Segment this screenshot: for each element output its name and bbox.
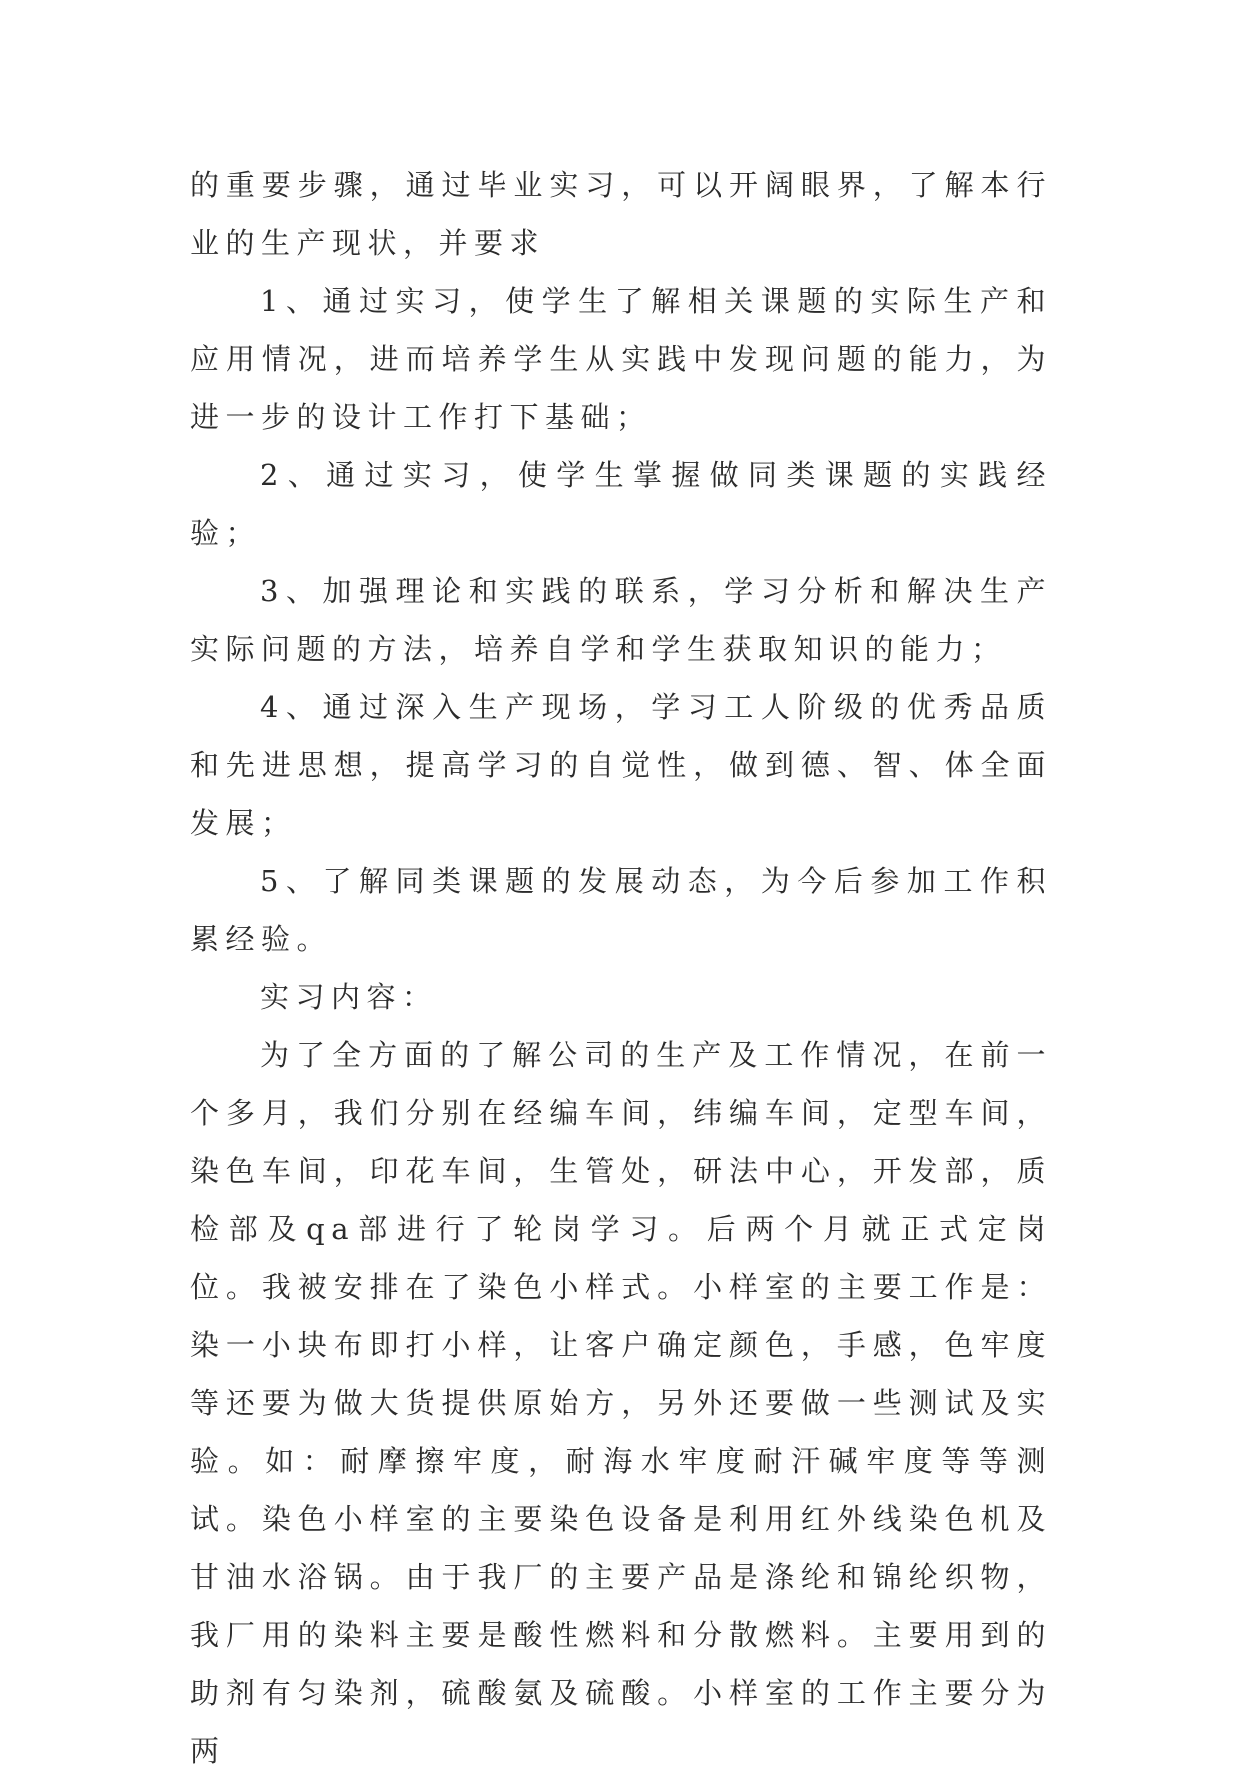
section-heading-internship-content: 实习内容： bbox=[260, 980, 438, 1014]
paragraph-requirement-1: 1、通过实习，使学生了解相关课题的实际生产和应用情况，进而培养学生从实践中发现问题的能力，为进一步的设计工作打下基础； bbox=[190, 284, 1052, 434]
paragraph-requirement-4: 4、通过深入生产现场，学习工人阶级的优秀品质和先进思想，提高学习的自觉性，做到德、智、体全面发展； bbox=[190, 690, 1052, 840]
paragraph-requirement-3: 3、加强理论和实践的联系，学习分析和解决生产实际问题的方法，培养自学和学生获取知识的能力； bbox=[190, 574, 1052, 666]
paragraph-internship-content: 为了全方面的了解公司的生产及工作情况，在前一个多月，我们分别在经编车间，纬编车间，定型车间，染色车间，印花车间，生管处，研法中心，开发部，质检部及qa部进行了轮岗学习。后两个月就正式定岗位。我被安排在了染色小样式。小样室的主要工作是：染一小块布即打小样，让客户确定颜色，手感，色牢度等还要为做大货提供原始方，另外还要做一些测试及实验。如：耐摩擦牢度，耐海水牢度耐汗碱牢度等等测试。染色小样室的主要染色设备是利用红外线染色机及甘油水浴锅。由于我厂的主要产品是涤纶和锦纶织物，我厂用的染料主要是酸性燃料和分散燃料。主要用到的助剂有匀染剂，硫酸氨及硫酸。小样室的工作主要分为两 bbox=[190, 1038, 1052, 1768]
paragraph-requirement-2: 2、通过实习，使学生掌握做同类课题的实践经验； bbox=[190, 458, 1052, 550]
paragraph-requirement-5: 5、了解同类课题的发展动态，为今后参加工作积累经验。 bbox=[190, 864, 1052, 956]
paragraph-intro-continuation: 的重要步骤，通过毕业实习，可以开阔眼界，了解本行业的生产现状，并要求 bbox=[190, 168, 1052, 260]
document-body bbox=[190, 156, 1052, 1780]
